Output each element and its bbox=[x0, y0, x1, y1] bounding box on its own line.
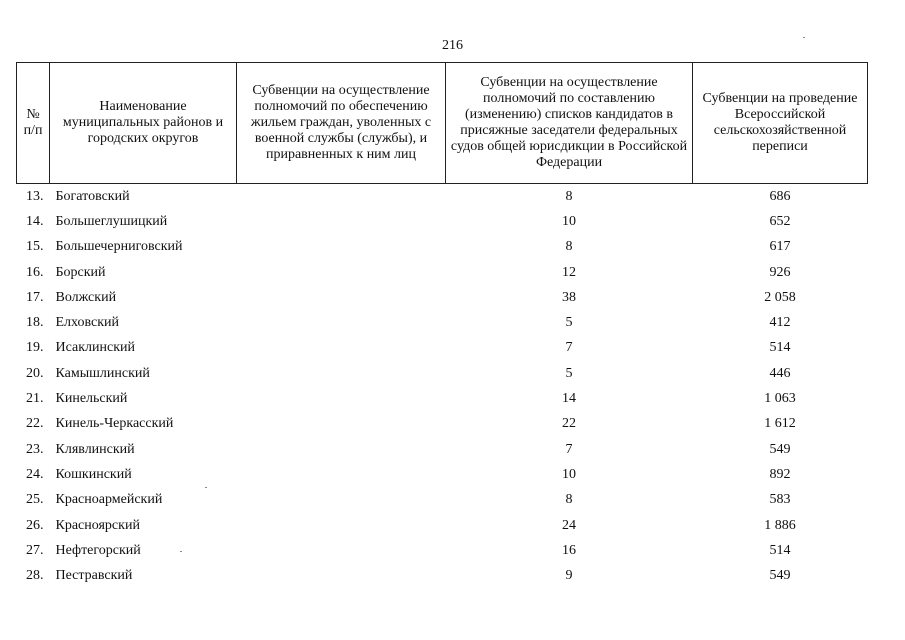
census-subvention-value: 652 bbox=[769, 213, 791, 229]
district-name: Пестравский bbox=[55, 568, 133, 584]
table-row bbox=[17, 563, 868, 588]
jurors-subvention-value: 8 bbox=[565, 188, 573, 204]
census-subvention-value: 514 bbox=[769, 542, 791, 558]
table-row bbox=[17, 184, 868, 210]
housing-subvention-value bbox=[237, 184, 446, 210]
district-name: Богатовский bbox=[55, 188, 130, 204]
row-number: 17. bbox=[26, 289, 44, 305]
jurors-subvention-value: 8 bbox=[565, 492, 573, 508]
district-name: Большеглушицкий bbox=[55, 213, 168, 229]
census-subvention-value: 549 bbox=[769, 568, 791, 584]
housing-subvention-value bbox=[237, 412, 446, 437]
census-subvention-value: 926 bbox=[769, 264, 791, 280]
row-number: 18. bbox=[26, 315, 44, 331]
jurors-subvention-value: 5 bbox=[565, 315, 573, 331]
census-subvention-value: 617 bbox=[769, 239, 791, 255]
table-body bbox=[17, 184, 868, 589]
district-name: Елховский bbox=[55, 315, 120, 331]
table-row bbox=[17, 361, 868, 386]
table-row bbox=[17, 260, 868, 285]
housing-subvention-value bbox=[237, 235, 446, 260]
row-number: 20. bbox=[26, 365, 44, 381]
housing-subvention-value bbox=[237, 488, 446, 513]
header-num: № п/п bbox=[17, 63, 50, 184]
table-row bbox=[17, 209, 868, 234]
jurors-subvention-value: 14 bbox=[562, 391, 576, 407]
district-name: Красноярский bbox=[55, 517, 140, 533]
subventions-table bbox=[16, 62, 868, 589]
jurors-subvention-value: 22 bbox=[562, 416, 576, 432]
housing-subvention-value bbox=[237, 462, 446, 487]
row-number: 25. bbox=[26, 492, 44, 508]
table-row bbox=[17, 513, 868, 538]
jurors-subvention-value: 9 bbox=[565, 568, 573, 584]
district-name: Большечерниговский bbox=[55, 239, 183, 255]
scan-speck bbox=[205, 487, 207, 488]
housing-subvention-value bbox=[237, 563, 446, 588]
district-name: Исаклинский bbox=[55, 340, 135, 356]
housing-subvention-value bbox=[237, 336, 446, 361]
housing-subvention-value bbox=[237, 513, 446, 538]
housing-subvention-value bbox=[237, 437, 446, 462]
jurors-subvention-value: 16 bbox=[562, 542, 576, 558]
census-subvention-value: 549 bbox=[769, 441, 791, 457]
census-subvention-value: 446 bbox=[769, 365, 791, 381]
district-name: Камышлинский bbox=[55, 365, 150, 381]
row-number: 16. bbox=[26, 264, 44, 280]
census-subvention-value: 514 bbox=[769, 340, 791, 356]
census-subvention-value: 892 bbox=[769, 466, 791, 482]
district-name: Клявлинский bbox=[55, 441, 135, 457]
table-row bbox=[17, 285, 868, 310]
table-header-row bbox=[17, 63, 868, 184]
row-number: 27. bbox=[26, 542, 44, 558]
census-subvention-value: 412 bbox=[769, 315, 791, 331]
jurors-subvention-value: 38 bbox=[562, 289, 576, 305]
census-subvention-value: 583 bbox=[769, 492, 791, 508]
scan-speck bbox=[803, 37, 805, 38]
row-number: 15. bbox=[26, 239, 44, 255]
district-name: Борский bbox=[55, 264, 106, 280]
jurors-subvention-value: 7 bbox=[565, 340, 573, 356]
row-number: 19. bbox=[26, 340, 44, 356]
header-jurors-subvention: Субвенции на осуществление полномочий по составлению (изменению) списков кандидатов в присяжные заседатели федеральных судов общей юрисдикции в Российской Федерации bbox=[446, 63, 693, 184]
table-row bbox=[17, 437, 868, 462]
census-subvention-value: 1 063 bbox=[764, 391, 796, 407]
district-name: Кинельский bbox=[55, 391, 128, 407]
row-number: 23. bbox=[26, 441, 44, 457]
district-name: Красноармейский bbox=[55, 492, 163, 508]
district-name: Кошкинский bbox=[55, 466, 132, 482]
table-row bbox=[17, 386, 868, 411]
header-census-subvention: Субвенции на проведение Всероссийской сельскохозяйственной переписи bbox=[693, 63, 868, 184]
jurors-subvention-value: 7 bbox=[565, 441, 573, 457]
row-number: 14. bbox=[26, 213, 44, 229]
housing-subvention-value bbox=[237, 386, 446, 411]
table-row bbox=[17, 235, 868, 260]
census-subvention-value: 686 bbox=[769, 188, 791, 204]
row-number: 26. bbox=[26, 517, 44, 533]
table-row bbox=[17, 412, 868, 437]
jurors-subvention-value: 12 bbox=[562, 264, 576, 280]
table-row bbox=[17, 488, 868, 513]
district-name: Кинель-Черкасский bbox=[55, 416, 174, 432]
housing-subvention-value bbox=[237, 361, 446, 386]
scan-speck bbox=[180, 551, 182, 552]
header-housing-subvention: Субвенции на осуществление полномочий по обеспечению жильем граждан, уволенных с военной службы (службы), и приравненных к ним лиц bbox=[237, 63, 446, 184]
district-name: Нефтегорский bbox=[55, 542, 141, 558]
row-number: 28. bbox=[26, 568, 44, 584]
header-name: Наименование муниципальных районов и городских округов bbox=[50, 63, 237, 184]
jurors-subvention-value: 8 bbox=[565, 239, 573, 255]
table-row bbox=[17, 336, 868, 361]
row-number: 13. bbox=[26, 188, 44, 204]
housing-subvention-value bbox=[237, 260, 446, 285]
jurors-subvention-value: 10 bbox=[562, 213, 576, 229]
page-number: 216 bbox=[442, 38, 463, 53]
housing-subvention-value bbox=[237, 285, 446, 310]
housing-subvention-value bbox=[237, 538, 446, 563]
jurors-subvention-value: 10 bbox=[562, 466, 576, 482]
district-name: Волжский bbox=[55, 289, 117, 305]
jurors-subvention-value: 24 bbox=[562, 517, 576, 533]
table-row bbox=[17, 538, 868, 563]
housing-subvention-value bbox=[237, 209, 446, 234]
row-number: 24. bbox=[26, 466, 44, 482]
housing-subvention-value bbox=[237, 310, 446, 335]
row-number: 21. bbox=[26, 391, 44, 407]
row-number: 22. bbox=[26, 416, 44, 432]
table-row bbox=[17, 462, 868, 487]
census-subvention-value: 1 886 bbox=[764, 517, 796, 533]
jurors-subvention-value: 5 bbox=[565, 365, 573, 381]
census-subvention-value: 1 612 bbox=[764, 416, 796, 432]
census-subvention-value: 2 058 bbox=[764, 289, 796, 305]
table-row bbox=[17, 310, 868, 335]
